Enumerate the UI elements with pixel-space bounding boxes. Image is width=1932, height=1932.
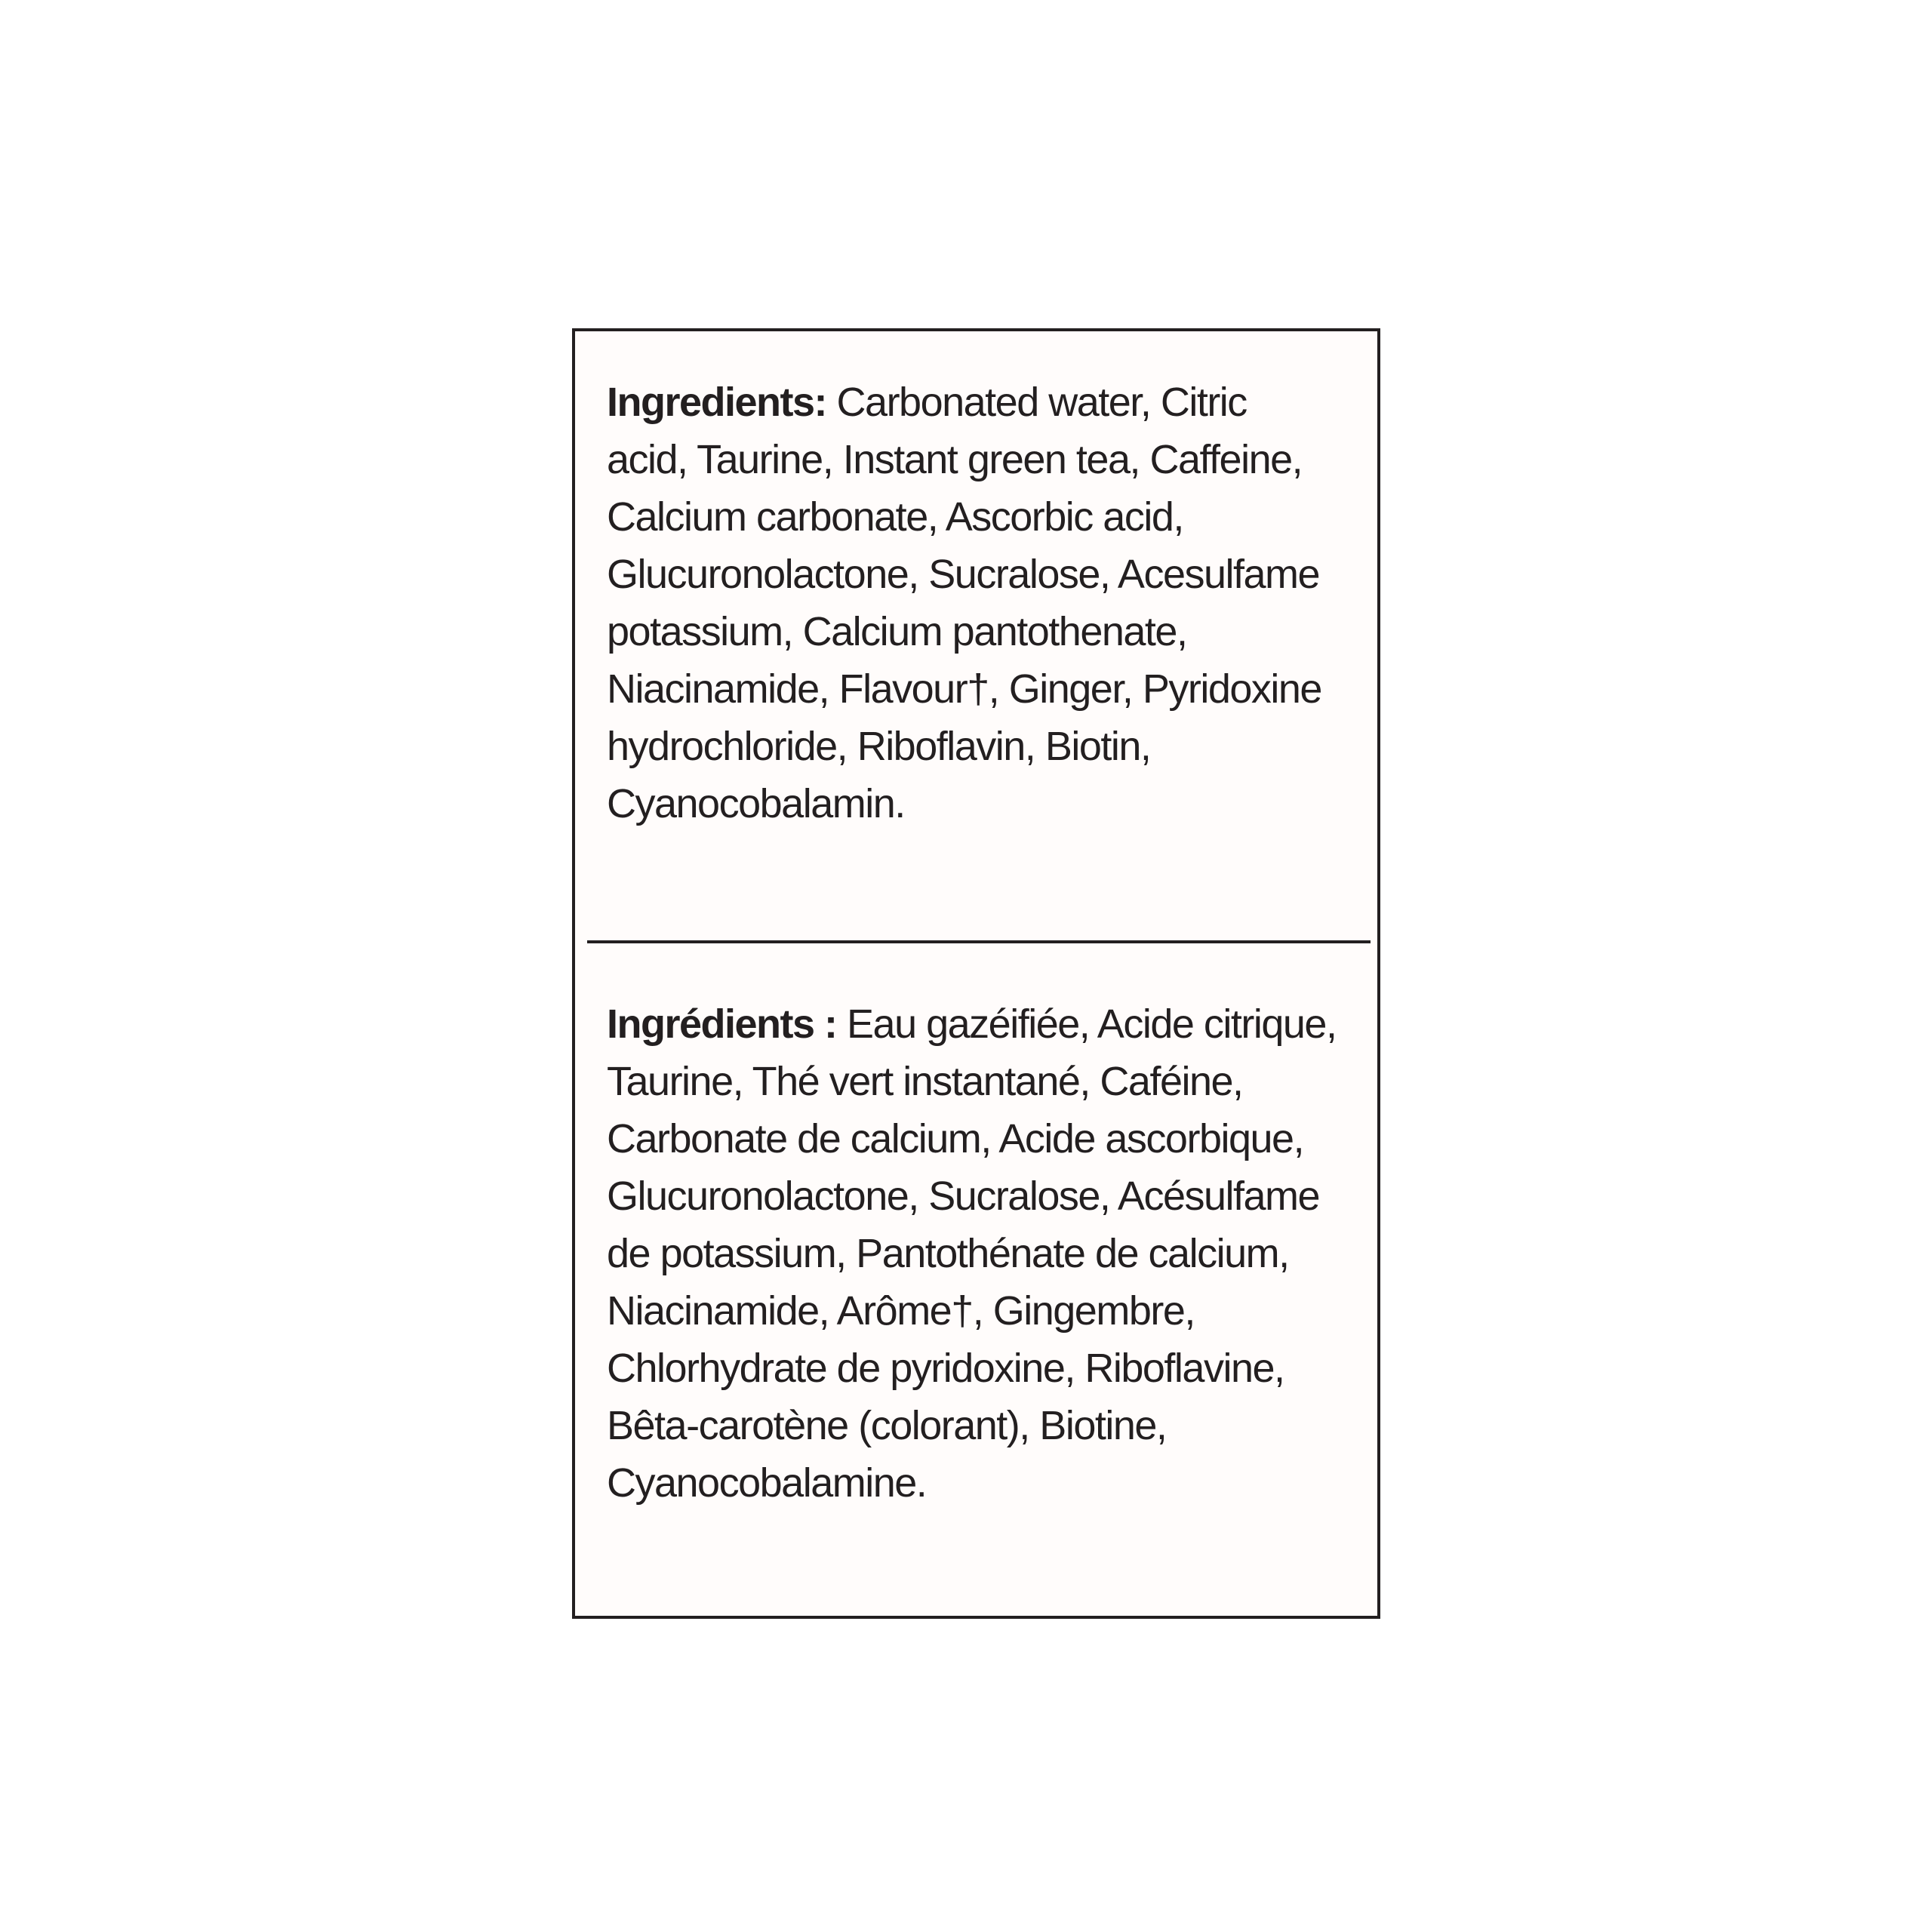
ingredients-english-line-3: Calcium carbonate, Ascorbic acid, [607,494,1183,540]
ingredients-french-line-1 [607,995,1384,1053]
ingredients-english-line-2: acid, Taurine, Instant green tea, Caffeine, [607,437,1303,482]
ingredients-english-line-5: potassium, Calcium pantothenate, [607,609,1187,654]
ingredients-french-line-6: Niacinamide, Arôme†, Gingembre, [607,1288,1195,1334]
ingredients-label-panel [572,328,1380,1619]
ingredients-french-line-7: Chlorhydrate de pyridoxine, Riboflavine, [607,1346,1284,1391]
ingredients-french-heading: Ingrédients : [607,1001,837,1047]
ingredients-english-line-4: Glucuronolactone, Sucralose, Acesulfame [607,552,1320,597]
ingredients-english-line-6: Niacinamide, Flavour†, Ginger, Pyridoxine [607,666,1321,712]
section-divider [587,940,1371,943]
ingredients-french-line-5: de potassium, Pantothénate de calcium, [607,1231,1289,1276]
ingredients-english-heading: Ingredients: [607,380,827,425]
ingredients-english-text: Carbonated water, Citric [826,380,1247,425]
ingredients-french [607,995,1384,1512]
ingredients-english [607,374,1384,832]
ingredients-english-line-7: hydrochloride, Riboflavin, Biotin, [607,724,1151,769]
ingredients-french-line-8: Bêta-carotène (colorant), Biotine, [607,1403,1167,1448]
ingredients-english-line-1 [607,374,1384,431]
ingredients-english-line-8: Cyanocobalamin. [607,781,905,826]
ingredients-french-text: Eau gazéifiée, Acide citrique, [836,1001,1337,1047]
ingredients-french-line-9: Cyanocobalamine. [607,1460,927,1506]
ingredients-french-line-2: Taurine, Thé vert instantané, Caféine, [607,1059,1243,1104]
ingredients-french-line-3: Carbonate de calcium, Acide ascorbique, [607,1116,1304,1161]
ingredients-french-line-4: Glucuronolactone, Sucralose, Acésulfame [607,1174,1320,1219]
